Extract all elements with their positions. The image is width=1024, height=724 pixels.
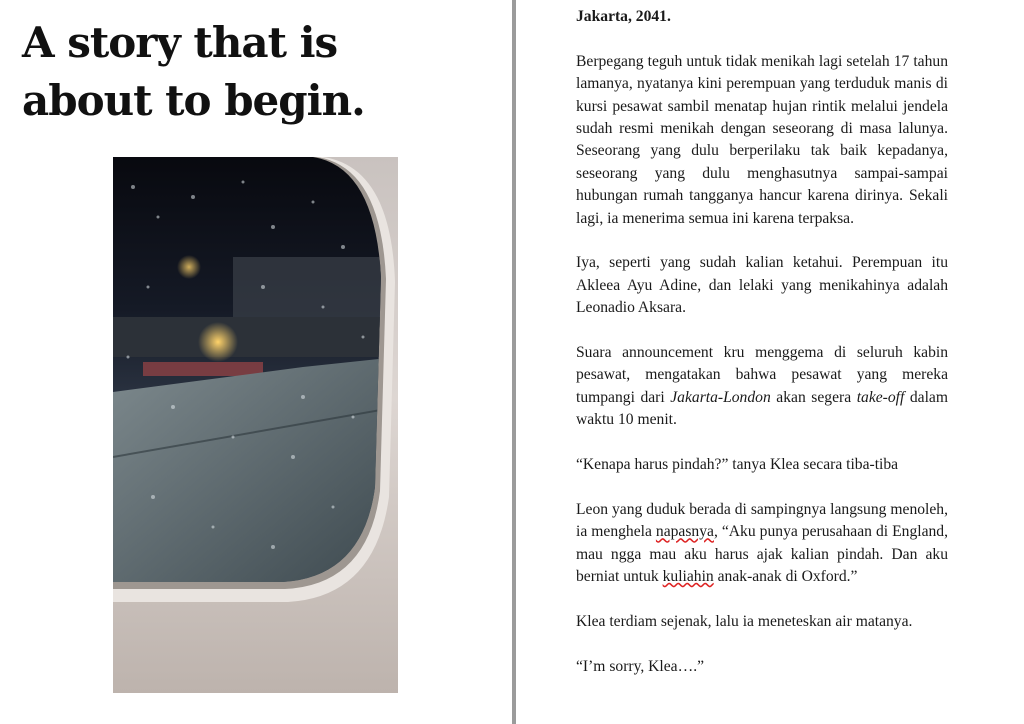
headline bbox=[22, 14, 492, 130]
paragraph-7: “I’m sorry, Klea….” bbox=[576, 657, 705, 675]
paragraph-1: Berpegang teguh untuk tidak menikah lagi setelah 17 tahun lamanya, nyatanya kini perempuan yang terduduk manis di kursi pesawat sambil menatap hujan rintik melalui jendela sudah resmi menikah dengan seseorang di masa lalunya. Seseorang yang dulu berperilaku tak baik kepadanya, seseorang yang dulu menghasutnya sampai-sampai hubungan rumah tangganya hancur karena dirinya. Sekali lagi, ia menerima semua ini karena terpaksa. bbox=[576, 52, 948, 227]
paragraph-5 bbox=[576, 499, 948, 589]
airplane-window-image bbox=[113, 157, 398, 693]
right-page bbox=[516, 0, 1024, 724]
headline-line-1: A story that is bbox=[22, 18, 338, 67]
paragraph-3-part-b: akan segera bbox=[770, 388, 857, 406]
place-date: Jakarta, 2041. bbox=[576, 8, 671, 25]
story-text bbox=[576, 6, 948, 678]
paragraph-5-part-b: , “Aku punya perusahaan di England, mau ngga mau aku harus ajak kalian pindah. Dan aku berniat untuk bbox=[576, 523, 948, 586]
headline-line-2: about to begin. bbox=[22, 76, 365, 125]
paragraph-3 bbox=[576, 342, 948, 432]
paragraph-5-part-c: anak-anak di Oxford.” bbox=[713, 568, 858, 586]
paragraph-3-part-a: Suara announcement kru menggema di seluruh kabin pesawat, mengatakan bahwa pesawat yang mereka tumpangi dari bbox=[576, 344, 948, 406]
paragraph-4: “Kenapa harus pindah?” tanya Klea secara tiba-tiba bbox=[576, 456, 899, 474]
route-text: Jakarta-London bbox=[670, 388, 771, 406]
paragraph-6: Klea terdiam sejenak, lalu ia meneteskan air matanya. bbox=[576, 612, 913, 630]
spellcheck-word-kuliahin: kuliahin bbox=[662, 568, 714, 586]
airplane-window-photo bbox=[113, 157, 398, 693]
paragraph-5-part-a: Leon yang duduk berada di sampingnya langsung menoleh, ia menghela bbox=[576, 500, 948, 541]
spellcheck-word-napasnya: napasnya bbox=[655, 523, 714, 541]
takeoff-text: take-off bbox=[856, 388, 905, 406]
paragraph-3-part-c: dalam waktu 10 menit. bbox=[576, 388, 948, 429]
paragraph-2: Iya, seperti yang sudah kalian ketahui. Perempuan itu Akleea Ayu Adine, dan lelaki yang menikahinya adalah Leonadio Aksara. bbox=[576, 254, 948, 317]
